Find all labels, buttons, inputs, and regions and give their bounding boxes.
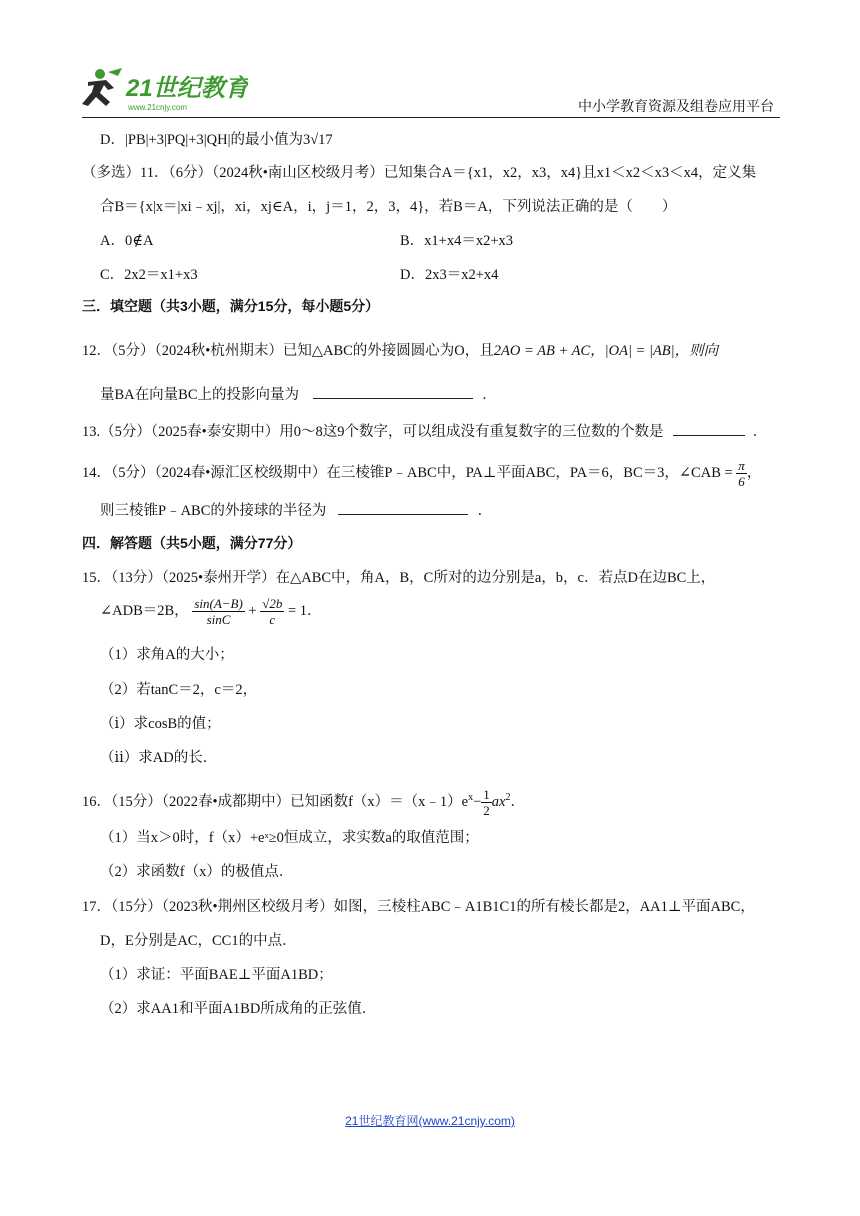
q14-line2-text: 则三棱锥P﹣ABC的外接球的半径为 <box>100 503 327 519</box>
q12-line1 <box>82 339 718 360</box>
q16-line1-text: 16．（15分）（2022春•成都期中）已知函数f（x）＝（x﹣1）e <box>82 793 469 810</box>
q15-plus: + <box>248 602 257 619</box>
logo-text: 21世纪教育 <box>126 75 248 102</box>
logo-url: www.21cnjy.com <box>128 103 187 112</box>
q13-line <box>82 420 767 441</box>
q16-line1 <box>82 787 525 818</box>
header-divider <box>82 117 780 118</box>
q11-option-a: A．0∉A <box>100 233 154 249</box>
q15-line2 <box>100 596 322 627</box>
q12-vector-eq: 2AO = AB + AC，|OA| = |AB|，则向 <box>493 343 719 359</box>
q13-answer-blank[interactable] <box>673 421 745 436</box>
q12-tail: ． <box>482 387 497 403</box>
q17-part2: （2）求AA1和平面A1BD所成角的正弦值． <box>100 1001 377 1017</box>
q17-line2: D，E分别是AC，CC1的中点． <box>100 933 297 949</box>
q16-half-den: 2 <box>483 803 490 818</box>
platform-title: 中小学教育资源及组卷应用平台 <box>578 98 774 114</box>
q15-eq: = 1． <box>288 602 322 619</box>
q12-line2-text: 量BA在向量BC上的投影向量为 <box>100 387 299 403</box>
q11-line1: （多选）11．（6分）（2024秋•南山区校级月考）已知集合A＝{x1，x2，x3，x4}且x1＜x2＜x3＜x4，定义集 <box>82 165 757 181</box>
q10-option-d-text: |PB|+3|PQ|+3|QH|的最小值为3√17 <box>124 132 333 148</box>
q15-line2-pre: ∠ADB＝2B， <box>100 602 189 619</box>
q16-ax: ax <box>491 793 506 810</box>
q15-f1-den: sinC <box>206 612 231 627</box>
q14-tail: ． <box>477 503 493 519</box>
q10-option-d-label: D． <box>100 132 125 148</box>
q12-line2 <box>100 383 497 404</box>
q14-fraction <box>736 458 747 489</box>
q14-frac-den: 6 <box>738 474 745 489</box>
q15-fraction-1 <box>192 596 244 627</box>
q16-minus: − <box>473 793 482 810</box>
q15-f1-num: sin(A−B) <box>194 596 243 611</box>
q14-frac-num: π <box>738 458 745 473</box>
q12-line1-a: 12．（5分）（2024秋•杭州期末）已知△ABC的外接圆圆心为O，且 <box>82 343 494 359</box>
q14-line1-end: ， <box>746 464 762 481</box>
q16-end: ． <box>510 793 525 810</box>
q11-option-b: B．x1+x4＝x2+x3 <box>400 233 514 249</box>
q17-line1: 17．（15分）（2023秋•荆州区校级月考）如图，三棱柱ABC﹣A1B1C1的所有棱长都是2，AA1⊥平面ABC， <box>82 899 755 915</box>
q11-line2: 合B＝{x|x＝|xi﹣xj|，xi，xj∈A，i，j＝1，2，3，4}，若B＝A，下列说法正确的是（ ） <box>100 199 677 215</box>
q16-sup-2: 2 <box>505 792 511 803</box>
q16-sup-x: x <box>468 792 474 803</box>
q13-tail: ． <box>752 424 768 440</box>
site-logo <box>78 66 248 116</box>
q11-option-d: D．2x3＝x2+x4 <box>400 267 499 283</box>
q11-option-c: C．2x2＝x1+x3 <box>100 267 198 283</box>
q10-option-d <box>100 128 333 149</box>
q15-part2: （2）若tanC＝2，c＝2， <box>100 682 258 698</box>
q16-part1: （1）当x＞0时，f（x）+eˣ≥0恒成立，求实数a的取值范围； <box>100 830 479 846</box>
q15-f2-den: c <box>269 612 276 627</box>
q12-answer-blank[interactable] <box>313 384 473 399</box>
section-4-heading: 四．解答题（共5小题，满分77分） <box>82 535 302 551</box>
section-3-heading: 三．填空题（共3小题，满分15分，每小题5分） <box>82 298 380 314</box>
q14-line1-text: 14．（5分）（2024春•源汇区校级期中）在三棱锥P﹣ABC中，PA⊥平面ABC，PA＝6，BC＝3，∠CAB = <box>82 464 733 481</box>
footer-link[interactable]: 21世纪教育网(www.21cnjy.com) <box>345 1114 515 1128</box>
q14-line2 <box>100 499 492 520</box>
q15-part2-ii: （ⅱ）求AD的长． <box>100 750 218 766</box>
q15-part1: （1）求角A的大小； <box>100 647 234 663</box>
q13-text: 13.（5分）（2025春•泰安期中）用0～8这9个数字，可以组成没有重复数字的三位数的个数是 <box>82 424 664 440</box>
q16-half <box>481 787 492 818</box>
q14-line1 <box>82 458 761 489</box>
q17-part1: （1）求证：平面BAE⊥平面A1BD； <box>100 967 333 983</box>
q16-half-num: 1 <box>483 787 490 802</box>
q14-answer-blank[interactable] <box>338 500 468 515</box>
q16-part2: （2）求函数f（x）的极值点． <box>100 864 294 880</box>
q15-fraction-2 <box>260 596 284 627</box>
q15-f2-num: √2b <box>262 596 283 611</box>
q15-part2-i: （ⅰ）求cosB的值； <box>100 716 221 732</box>
q15-line1: 15．（13分）（2025•泰州开学）在△ABC中，角A，B，C所对的边分别是a，b，c．若点D在边BC上， <box>82 570 716 586</box>
